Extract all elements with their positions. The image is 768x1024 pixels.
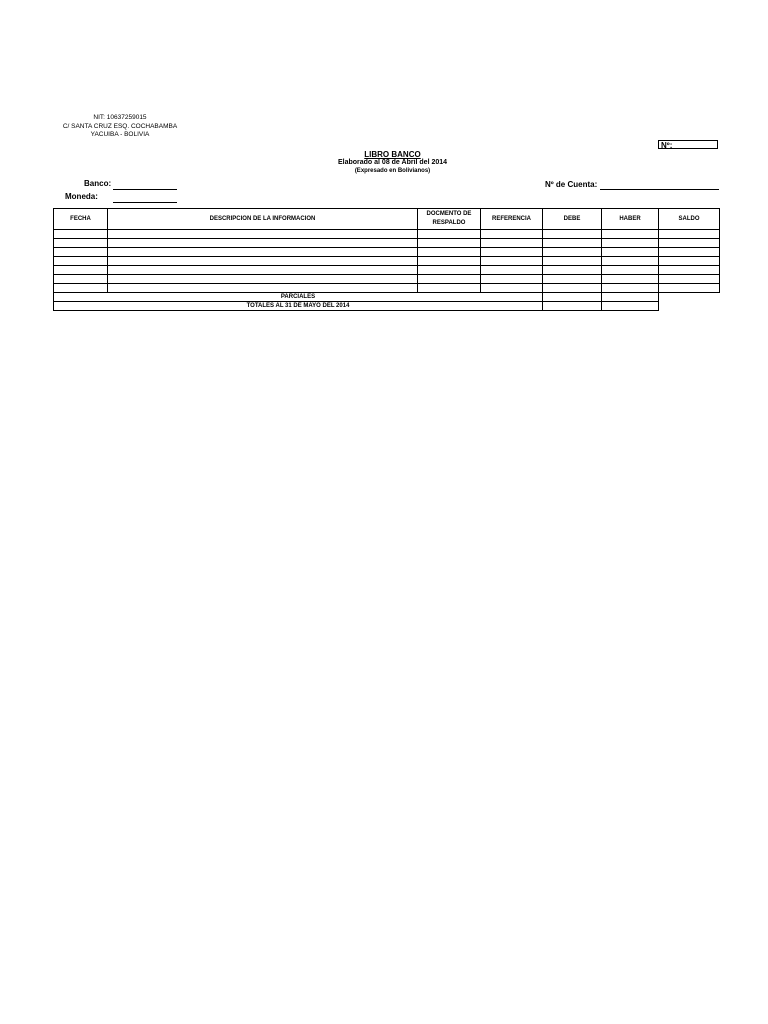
table-cell[interactable] [659,248,720,257]
table-cell[interactable] [481,239,543,248]
table-row [54,230,720,239]
bank-label: Banco: [84,179,112,188]
account-label: Nº de Cuenta: [545,180,598,189]
table-cell[interactable] [481,275,543,284]
table-cell[interactable] [481,230,543,239]
table-cell[interactable] [418,284,481,293]
table-row [54,257,720,266]
currency-note: (Expresado en Bolivianos) [354,168,431,174]
number-label: Nº: [661,141,673,150]
empty-cell [659,302,720,311]
table-cell[interactable] [543,284,602,293]
empty-cell [659,293,720,302]
table-cell[interactable] [602,266,659,275]
table-cell[interactable] [659,257,720,266]
totals-row [54,302,720,311]
table-cell[interactable] [54,239,108,248]
table-cell[interactable] [659,266,720,275]
table-cell[interactable] [418,257,481,266]
table-cell[interactable] [108,266,418,275]
table-cell[interactable] [54,275,108,284]
table-cell[interactable] [543,230,602,239]
table-row [54,266,720,275]
table-cell[interactable] [418,275,481,284]
table-cell[interactable] [481,248,543,257]
table-row [54,248,720,257]
table-cell[interactable] [418,230,481,239]
table-cell[interactable] [54,257,108,266]
company-city: YACUIBA - BOLIVIA [90,131,150,138]
table-cell[interactable] [602,257,659,266]
table-cell[interactable] [602,284,659,293]
table-cell[interactable] [481,284,543,293]
table-cell[interactable] [108,275,418,284]
currency-field-line[interactable] [113,202,177,203]
col-saldo: SALDO [659,209,720,230]
table-cell[interactable] [602,230,659,239]
table-cell[interactable] [659,230,720,239]
ledger-table [53,208,720,311]
account-field-line[interactable] [600,189,719,190]
partials-haber[interactable] [602,293,659,302]
company-nit: NIT: 10637259015 [93,114,147,121]
totals-debe[interactable] [543,302,602,311]
table-cell[interactable] [418,248,481,257]
totals-label: TOTALES AL 31 DE MAYO DEL 2014 [54,302,543,311]
table-cell[interactable] [108,248,418,257]
table-cell[interactable] [543,275,602,284]
table-cell[interactable] [54,284,108,293]
col-fecha: FECHA [54,209,108,230]
table-cell[interactable] [108,284,418,293]
table-cell[interactable] [481,257,543,266]
table-row [54,239,720,248]
partials-label: PARCIALES [54,293,543,302]
partials-row [54,293,720,302]
table-cell[interactable] [108,257,418,266]
table-cell[interactable] [543,266,602,275]
table-cell[interactable] [481,266,543,275]
currency-label: Moneda: [65,192,98,201]
col-debe: DEBE [543,209,602,230]
table-cell[interactable] [54,230,108,239]
table-cell[interactable] [659,284,720,293]
table-cell[interactable] [108,239,418,248]
company-address: C/ SANTA CRUZ ESQ. COCHABAMBA [62,123,178,130]
table-cell[interactable] [543,248,602,257]
col-documento: DOCMENTO DE RESPALDO [418,209,481,230]
col-haber: HABER [602,209,659,230]
col-descripcion: DESCRIPCION DE LA INFORMACION [108,209,418,230]
table-cell[interactable] [602,248,659,257]
table-cell[interactable] [54,248,108,257]
table-cell[interactable] [659,239,720,248]
header-row [54,209,720,230]
totals-haber[interactable] [602,302,659,311]
table-row [54,284,720,293]
table-cell[interactable] [418,239,481,248]
document-subtitle: Elaborado al 08 de Abril del 2014 [337,159,448,166]
bank-field-line[interactable] [113,189,177,190]
table-cell[interactable] [602,239,659,248]
partials-debe[interactable] [543,293,602,302]
table-cell[interactable] [54,266,108,275]
document-title: LIBRO BANCO [364,150,421,159]
col-referencia: REFERENCIA [481,209,543,230]
table-cell[interactable] [418,266,481,275]
number-box[interactable] [658,140,718,149]
table-cell[interactable] [108,230,418,239]
table-cell[interactable] [543,239,602,248]
table-cell[interactable] [543,257,602,266]
table-cell[interactable] [602,275,659,284]
table-row [54,275,720,284]
table-cell[interactable] [659,275,720,284]
